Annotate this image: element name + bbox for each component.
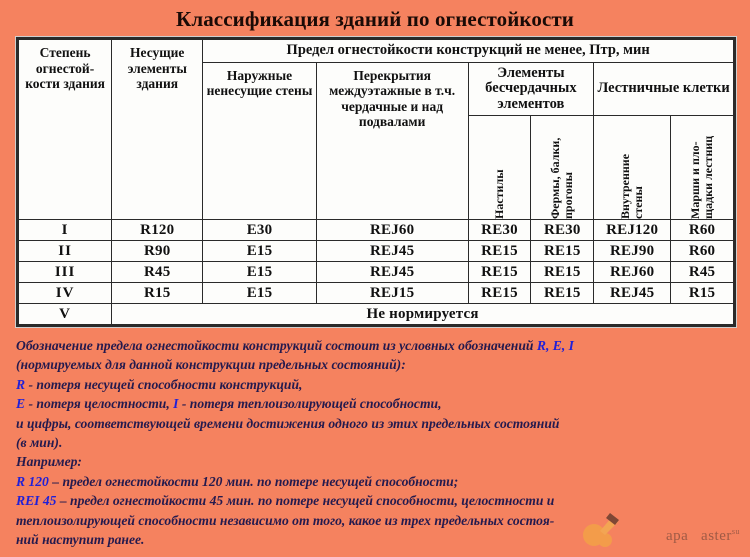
header-group-fire-limit: Предел огнестойкости конструкций не менее, Птр, мин	[203, 40, 734, 63]
table-row	[19, 241, 734, 262]
cell-degree: V	[19, 304, 112, 325]
note-example-rei45: REI 45	[16, 493, 57, 509]
page-title: Классификация зданий по огнестойкости	[176, 7, 574, 31]
note-line-5: и цифры, соответствующей времени достижения одного из этих предельных состояний	[16, 415, 560, 431]
cell-floors: REJ45	[316, 262, 468, 283]
header-exterior-walls: Наружные ненесущие стены	[203, 62, 316, 220]
cell-decks: RE15	[468, 241, 531, 262]
note-line-3-text: - потеря несущей способности конструкций,	[25, 376, 303, 392]
cell-degree: IV	[19, 283, 112, 304]
cell-trusses: RE30	[531, 220, 594, 241]
header-bearing-elements: Несущие элементы здания	[112, 40, 203, 220]
cell-bearing: R90	[112, 241, 203, 262]
header-decks: Настилы	[468, 116, 531, 220]
cell-bearing: R120	[112, 220, 203, 241]
cell-degree: III	[19, 262, 112, 283]
notes-block	[16, 336, 736, 549]
header-group-attic-elements: Элементы бесчердачных элементов	[468, 62, 594, 116]
cell-flights: R60	[671, 241, 734, 262]
note-line-2: (нормируемых для данной конструкции предельных состояний):	[16, 357, 406, 373]
watermark-text-suffix: su	[731, 527, 740, 536]
cell-degree: I	[19, 220, 112, 241]
header-stair-flights-landings: Марши и пло-щадки лестниц	[671, 116, 734, 220]
note-line-1-text: Обозначение предела огнестойкости конструкций состоит из условных обозначений	[16, 338, 537, 353]
cell-inner-walls: REJ45	[594, 283, 671, 304]
fire-resistance-table-container	[16, 37, 736, 327]
note-line-8-text: – предел огнестойкости 120 мин. по потере несущей способности;	[48, 473, 459, 489]
note-mark-i: I	[173, 396, 179, 412]
cell-decks: RE15	[468, 283, 531, 304]
table-row-last	[19, 304, 734, 325]
cell-floors: REJ45	[316, 241, 468, 262]
cell-decks: RE30	[468, 220, 531, 241]
fire-resistance-table	[18, 39, 734, 325]
cell-floors: REJ15	[316, 283, 468, 304]
table-row	[19, 220, 734, 241]
table-row	[19, 262, 734, 283]
cell-trusses: RE15	[531, 262, 594, 283]
header-degree: Степень огнестой-кости здания	[19, 40, 112, 220]
table-header-row-1	[19, 40, 734, 63]
cell-flights: R60	[671, 220, 734, 241]
cell-inner-walls: REJ60	[594, 262, 671, 283]
note-line-4	[16, 394, 736, 413]
note-line-10: теплоизолирующей способности независимо от того, какое из трех предельных состоя-	[16, 512, 555, 528]
note-line-11: ний наступит ранее.	[16, 532, 145, 548]
cell-floors: REJ60	[316, 220, 468, 241]
header-trusses-beams-purlins: Фермы, балки, прогоны	[531, 116, 594, 220]
note-mark-e: E	[16, 396, 26, 412]
header-interior-walls: Внутренние стены	[594, 116, 671, 220]
note-line-1	[16, 336, 736, 355]
cell-flights: R45	[671, 262, 734, 283]
cell-inner-walls: REJ120	[594, 220, 671, 241]
cell-trusses: RE15	[531, 283, 594, 304]
cell-flights: R15	[671, 283, 734, 304]
note-line-9	[16, 491, 736, 510]
header-floor-slabs: Перекрытия междуэтажные в т.ч. чердачные и над подвалами	[316, 62, 468, 220]
note-line-7: Например:	[16, 454, 82, 470]
cell-exterior: E15	[203, 241, 316, 262]
cell-decks: RE15	[468, 262, 531, 283]
note-line-3	[16, 375, 736, 394]
note-line-4-text-1: - потеря целостности,	[25, 396, 174, 412]
cell-inner-walls: REJ90	[594, 241, 671, 262]
note-line-6: (в мин).	[16, 435, 63, 451]
cell-not-regulated: Не нормируется	[112, 304, 734, 325]
note-line-9-text: – предел огнестойкости 45 мин. по потере несущей способности, целостности и	[56, 493, 555, 509]
note-line-8	[16, 472, 736, 491]
cell-degree: II	[19, 241, 112, 262]
cell-exterior: E30	[203, 220, 316, 241]
note-rei-letters: R, E, I	[536, 338, 574, 353]
note-example-r120: R 120	[16, 473, 49, 489]
watermark-text-right: aster	[701, 528, 732, 544]
cell-bearing: R45	[112, 262, 203, 283]
header-group-stairwells: Лестничные клетки	[594, 62, 734, 116]
table-row	[19, 283, 734, 304]
note-mark-r: R	[16, 376, 26, 392]
cell-bearing: R15	[112, 283, 203, 304]
cell-exterior: E15	[203, 262, 316, 283]
cell-exterior: E15	[203, 283, 316, 304]
note-line-4-text-2: - потеря теплоизолирующей способности,	[178, 396, 442, 412]
watermark-text-left: apa	[665, 528, 689, 544]
cell-trusses: RE15	[531, 241, 594, 262]
